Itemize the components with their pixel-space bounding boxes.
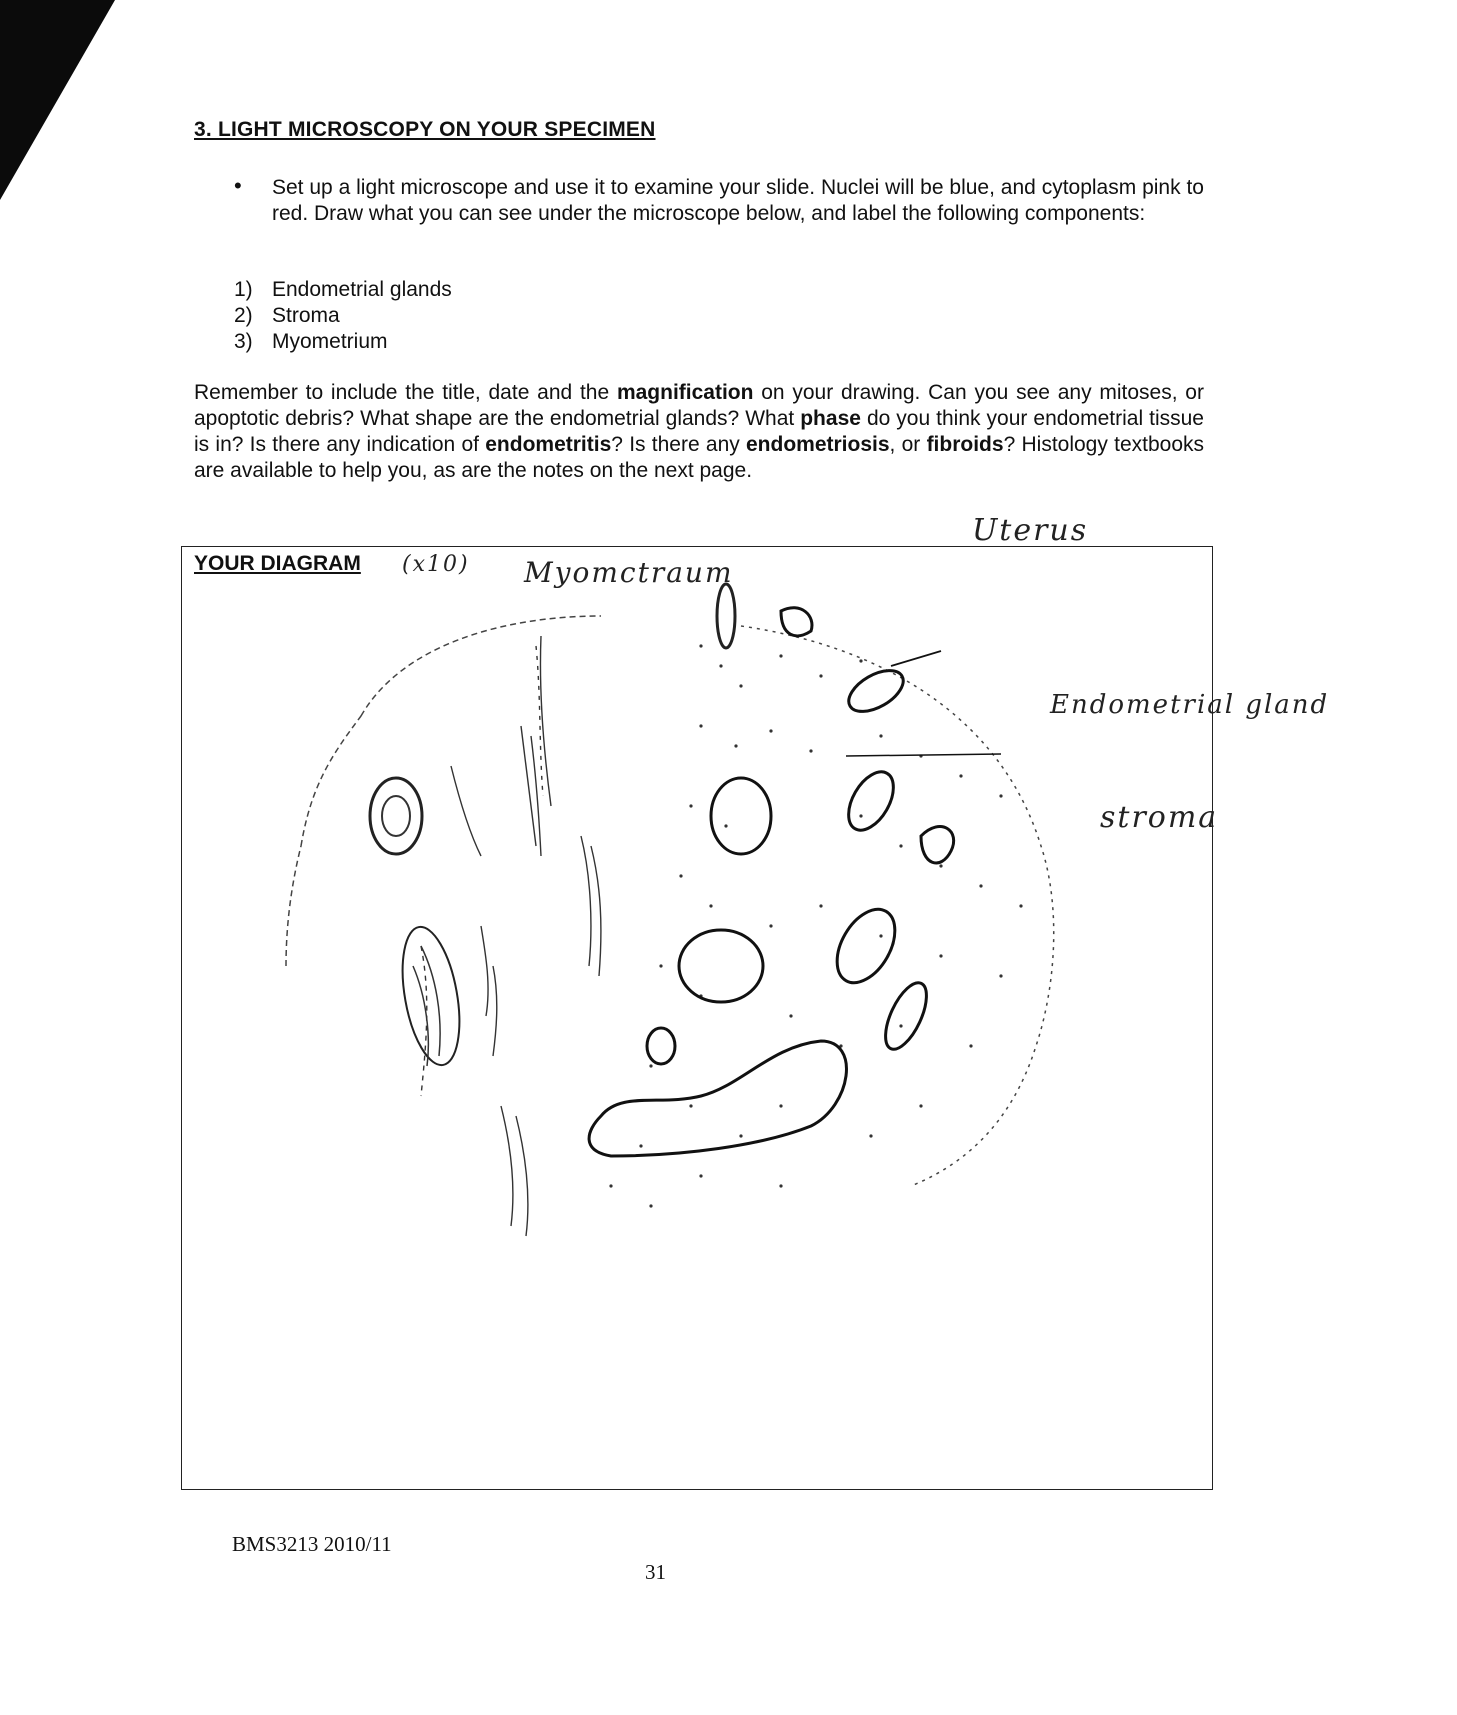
instructions-paragraph: Set up a light microscope and use it to examine your slide. Nuclei will be blue, and cytoplasm pink to red. Draw what you can see under the microscope below, and label the following components: [272, 176, 1204, 225]
list-item: 2) Stroma [234, 304, 340, 327]
scan-shadow-corner [0, 0, 130, 210]
endometrial-glands [589, 608, 954, 1156]
list-item: 3) Myometrium [234, 330, 388, 353]
page-number: 31 [645, 1560, 666, 1584]
section-heading: 3. LIGHT MICROSCOPY ON YOUR SPECIMEN [194, 118, 656, 141]
diagram-title: YOUR DIAGRAM [194, 552, 361, 575]
course-code: BMS3213 2010/11 [232, 1532, 392, 1556]
microscope-sketch [181, 546, 1381, 1346]
myometrium-vessel [370, 778, 422, 854]
components-list [234, 277, 452, 355]
list-item: 1) Endometrial glands [234, 278, 452, 301]
myometrium-fibers [421, 636, 601, 1236]
bullet-icon: • [234, 173, 242, 198]
handwritten-magnification: (x10) [402, 552, 470, 577]
handwritten-glands-label: Endometrial gland [1050, 690, 1330, 720]
myometrium-vessel [393, 923, 469, 1070]
reminder-paragraph: Remember to include the title, date and the magnification on your drawing. Can you see any mitoses, or apoptotic debris? What shape are the endometrial glands? What phase do you think your endometrial tissue is in? Is there any indication of endometritis? Is there any endometriosis, or fibroids? Histology textbooks are available to help you, as are the notes on the next page. [194, 381, 1204, 482]
handwritten-stroma-label: stroma [1100, 800, 1219, 835]
field-of-view-right [741, 626, 1054, 1186]
field-of-view-outline [286, 616, 601, 966]
stroma-leader-line [846, 754, 1001, 756]
handwritten-uterus-label: Uterus [972, 513, 1089, 548]
handwritten-myometrium-label: Myomctraum [524, 556, 734, 589]
glands-leader-line [891, 651, 941, 666]
